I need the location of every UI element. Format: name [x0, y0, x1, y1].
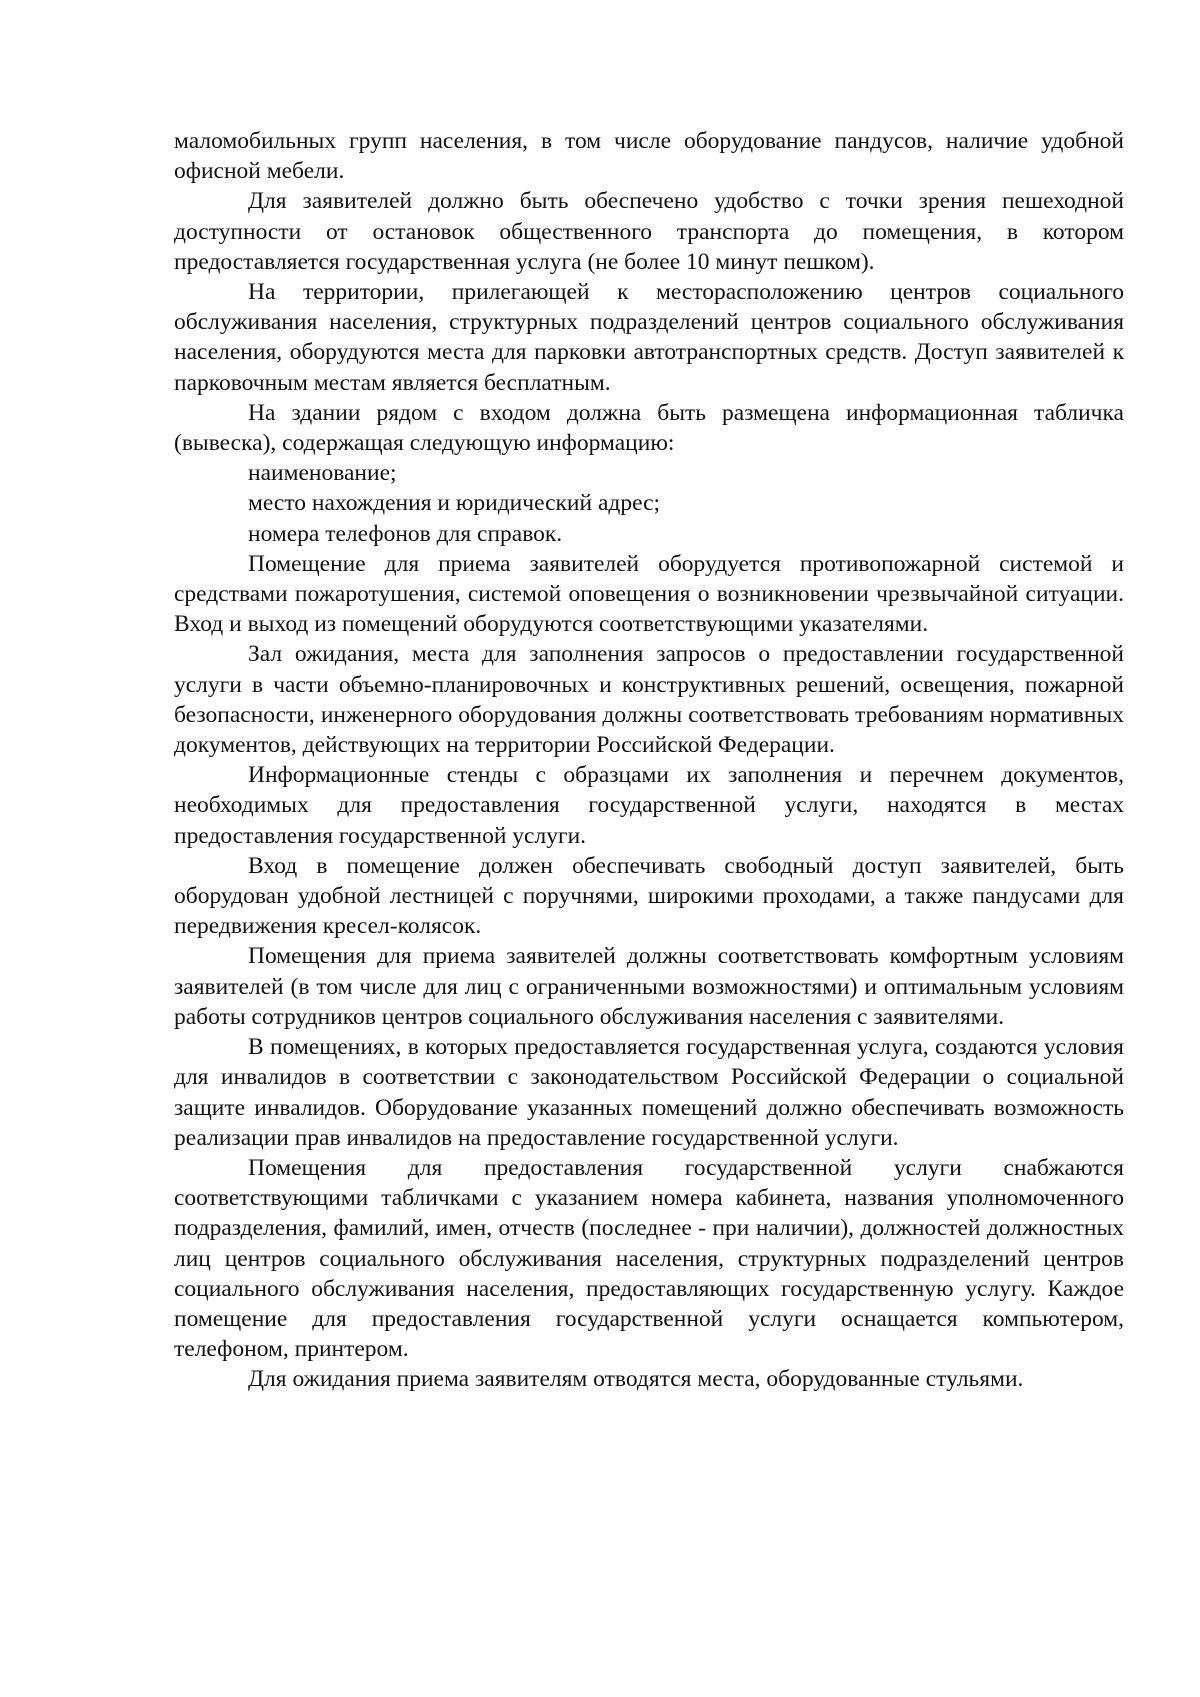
paragraph-comfort: Помещения для приема заявителей должны соответствовать комфортным условиям заявителей (в том числе для лиц с ограниченными возможностями) и оптимальным условиям работы сотрудников центров социального обслуживания населения с заявителями. [174, 943, 1124, 1030]
paragraph-fire-safety: Помещение для приема заявителей оборудуется противопожарной системой и средствами пожаротушения, системой оповещения о возникновении чрезвычайной ситуации. Вход и выход из помещений оборудуются соответствующими указателями. [174, 550, 1124, 638]
paragraph-entrance: Вход в помещение должен обеспечивать свободный доступ заявителей, быть оборудован удобной лестницей с поручнями, широкими проходами, а также пандусами для передвижения кресел-колясок. [174, 852, 1124, 940]
paragraph-continuation: маломобильных групп населения, в том числе оборудование пандусов, наличие удобной офисной мебели. [174, 128, 1124, 185]
list-item-phones: номера телефонов для справок. [248, 520, 563, 547]
paragraph-waiting-hall: Зал ожидания, места для заполнения запросов о предоставлении государственной услуги в части объемно-планировочных и конструктивных решений, освещения, пожарной безопасности, инженерного оборудования должны соответствовать требованиям нормативных документов, действующих на территории Российской Федерации. [174, 641, 1124, 759]
list-item-address: место нахождения и юридический адрес; [248, 490, 661, 517]
paragraph-waiting-seats: Для ожидания приема заявителям отводятся места, оборудованные стульями. [248, 1366, 1024, 1393]
paragraph-pedestrian-access: Для заявителей должно быть обеспечено удобство с точки зрения пешеходной доступности от остановок общественного транспорта до помещения, в котором предоставляется государственная услуга (не более 10 минут пешком). [174, 188, 1124, 275]
paragraph-parking: На территории, прилегающей к месторасположению центров социального обслуживания населения, структурных подразделений центров социального обслуживания населения, оборудуются места для парковки автотранспортных средств. Доступ заявителей к парковочным местам является бесплатным. [174, 279, 1124, 396]
paragraph-sign: На здании рядом с входом должна быть размещена информационная табличка (вывеска), содержащая следующую информацию: [174, 399, 1124, 457]
paragraph-info-stands: Информационные стенды с образцами их заполнения и перечнем документов, необходимых для предоставления государственной услуги, находятся в местах предоставления государственной услуги. [174, 762, 1124, 849]
document-page [174, 126, 1124, 1395]
paragraph-disabled-access: В помещениях, в которых предоставляется государственная услуга, создаются условия для инвалидов в соответствии с законодательством Российской Федерации о социальной защите инвалидов. Оборудование указанных помещений должно обеспечивать возможность реализации прав инвалидов на предоставление государственной услуги. [174, 1034, 1124, 1151]
list-item-name: наименование; [248, 460, 397, 487]
paragraph-room-signs: Помещения для предоставления государственной услуги снабжаются соответствующими табличками с указанием номера кабинета, названия уполномоченного подразделения, фамилий, имен, отчеств (последнее - при наличии), должностей должностных лиц центров социального обслуживания населения, структурных подразделений центров социального обслуживания населения, предоставляющих государственную услугу. Каждое помещение для предоставления государственной услуги оснащается компьютером, телефоном, принтером. [174, 1154, 1124, 1363]
